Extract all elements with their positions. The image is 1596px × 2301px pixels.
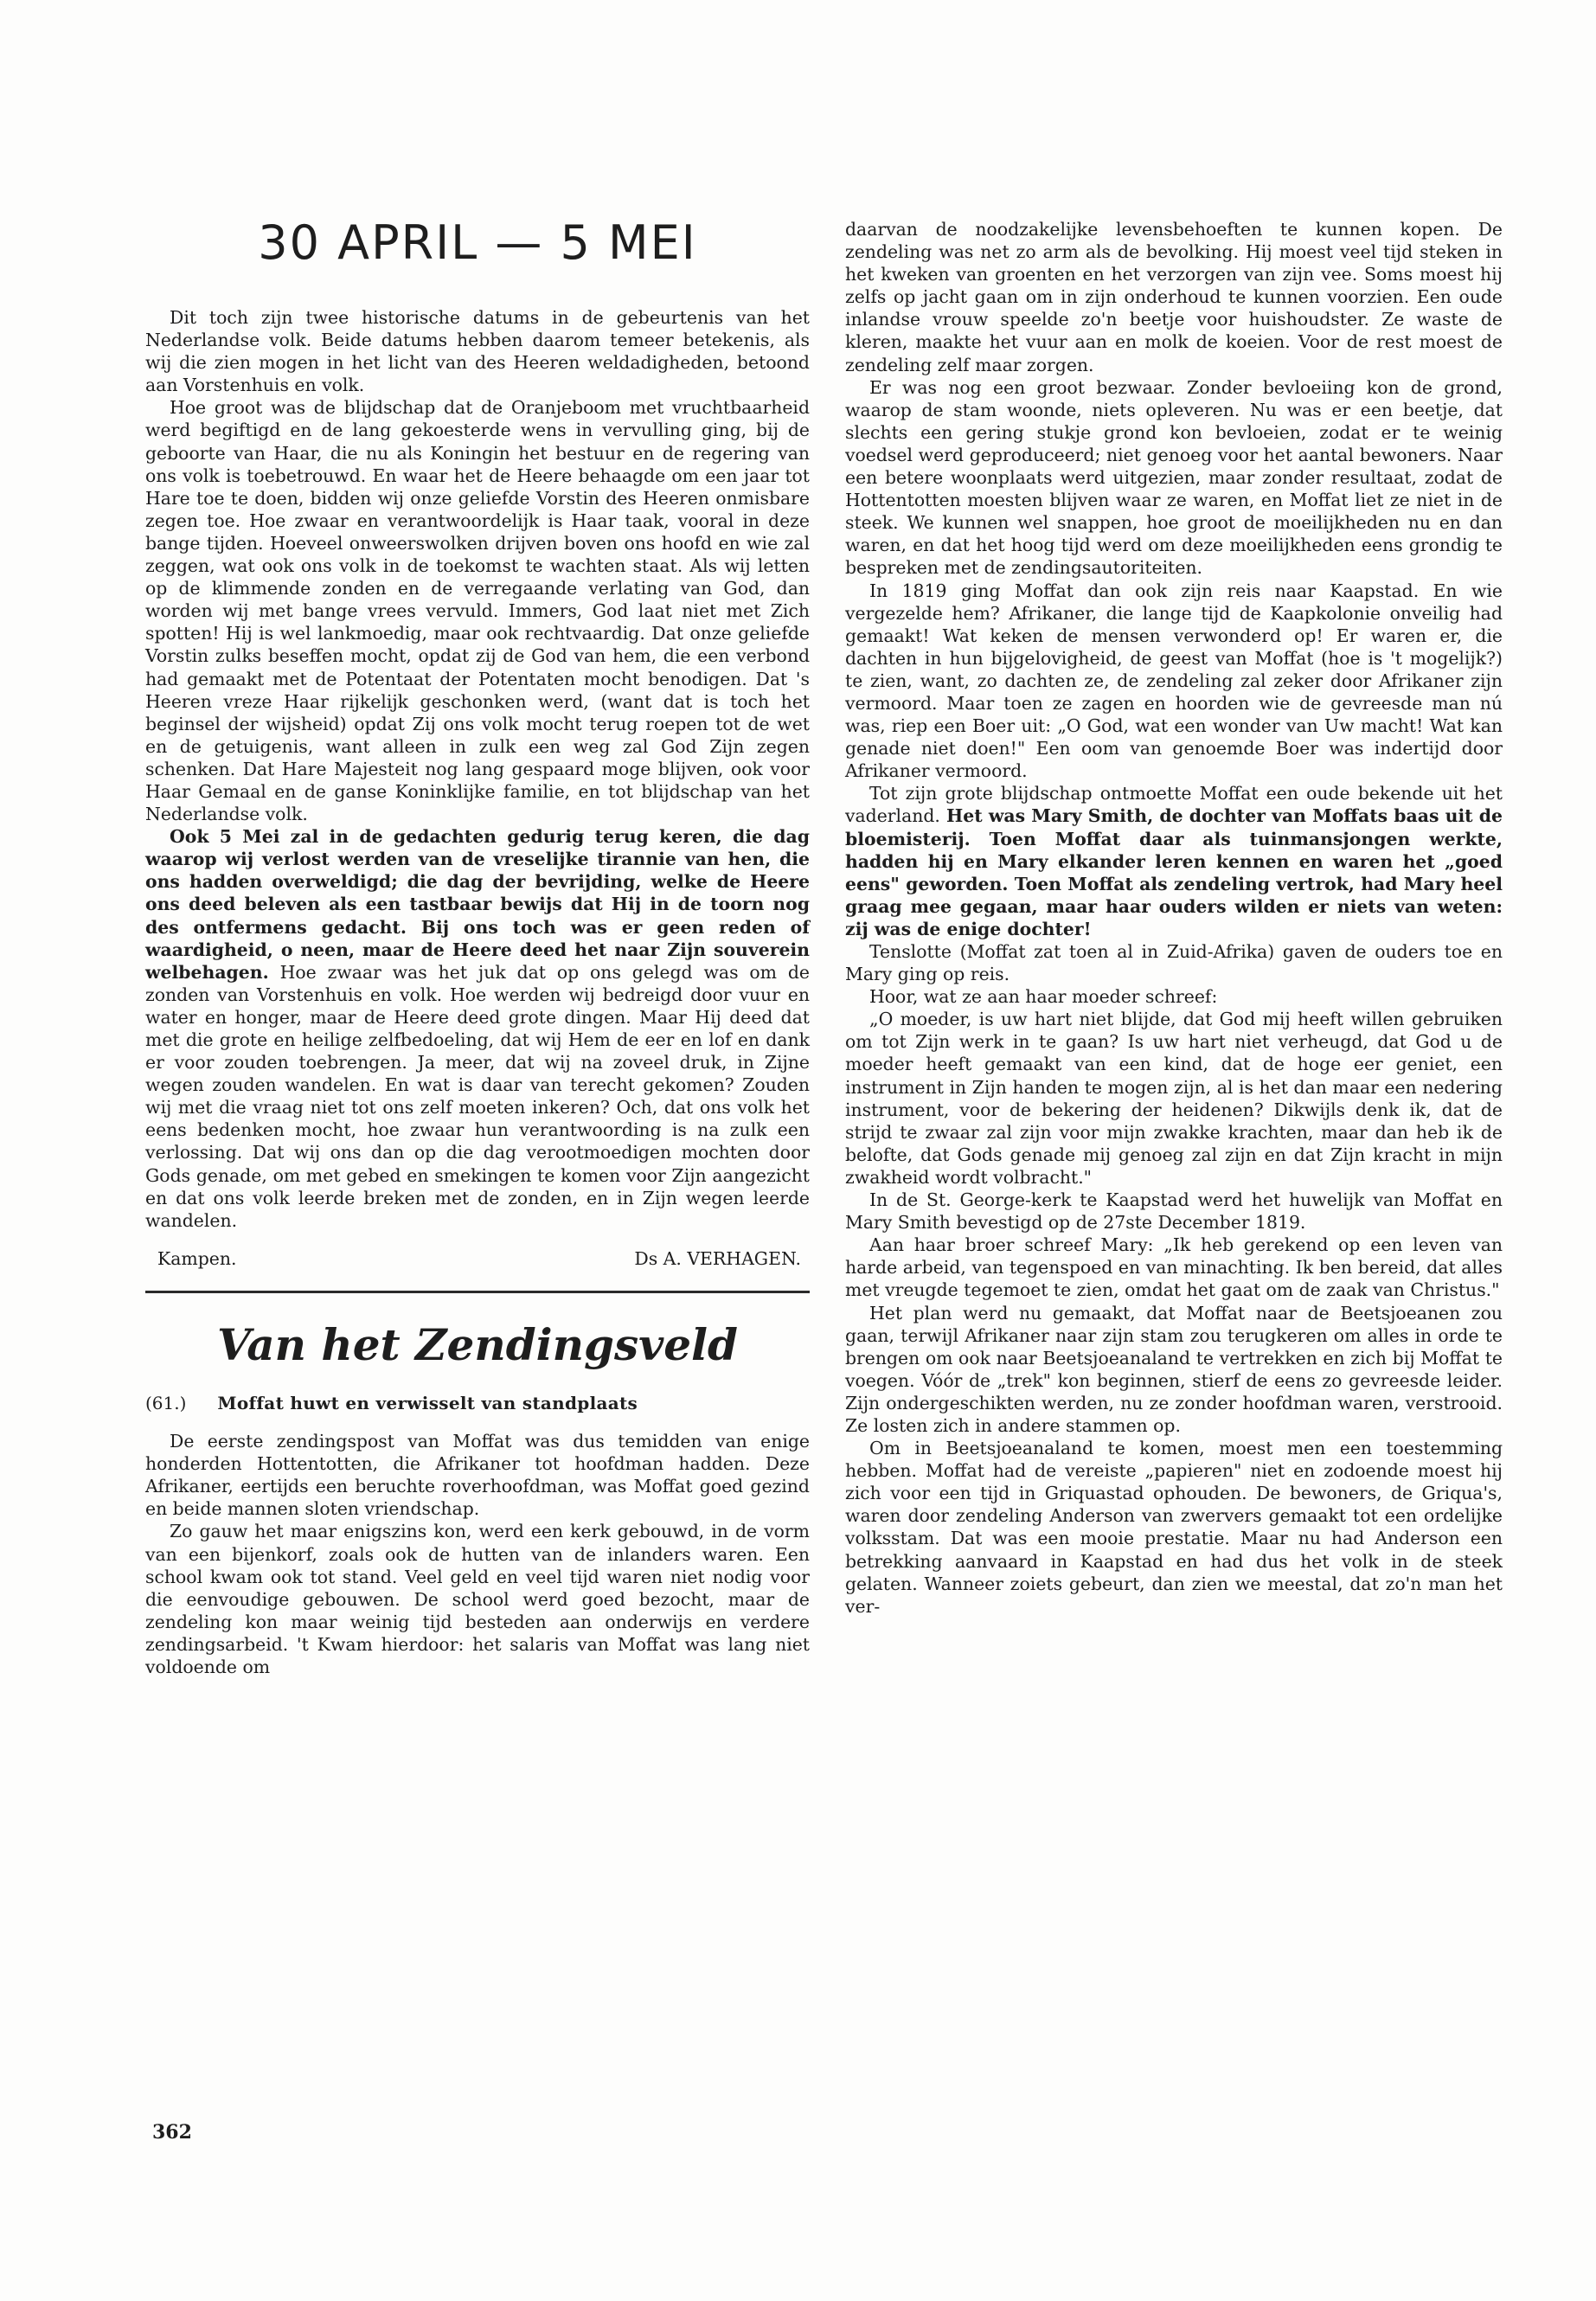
article1-paragraph-3-bold: Ook 5 Mei zal in de gedachten gedurig terug keren, die dag waarop wij verlost werden van de vreselijke tirannie van hen, die ons hadden overweldigd; die dag der bevrijding, welke de Heere ons deed beleven als een tastbaar bewijs dat Hij in de toorn nog des ontfermens gedacht. Bij ons toch was er geen reden of waardigheid, o neen, maar de Heere deed het naar Zijn souverein welbehagen. <box>145 826 810 983</box>
section-divider <box>145 1291 810 1293</box>
article2-paragraph-brother: Aan haar broer schreef Mary: „Ik heb gerekend op een leven van harde arbeid, van tegenspoed en van minachting. Ik ben bereid, dat alles met vreugde tegemoet te zien, omdat het gaat om de zaak van Christus." <box>845 1234 1503 1301</box>
right-column <box>845 218 1503 1618</box>
article2-paragraph-letter: „O moeder, is uw hart niet blijde, dat God mij heeft willen gebruiken om tot Zijn werk in te gaan? Is uw hart niet verheugd, dat God u de moeder heeft gemaakt van een kind, dat de hoge eer geniet, een instrument in Zijn handen te mogen zijn, al is het dan maar een nedering instrument, voor de bekering der heidenen? Dikwijls denk ik, dat de strijd te zwaar zal zijn voor mijn zwakke krachten, maar dan heb ik de belofte, dat Gods genade mij genoeg zal zijn en dat Zijn kracht in mijn zwakheid wordt volbracht." <box>845 1009 1503 1188</box>
article2-paragraph-journey: In 1819 ging Moffat dan ook zijn reis naar Kaapstad. En wie vergezelde hem? Afrikaner, die lange tijd de Kaapkolonie onveilig had gemaakt! Wat keken de mensen verwonderd op! Er waren er, die dachten in hun bijgelovigheid, de geest van Moffat (hoe is 't mogelijk?) te zien, want, zo dachten ze, de zendeling zal zeker door Afrikaner zijn vermoord. Maar toen ze zagen en hoorden wie de gevreesde man nú was, riep een Boer uit: „O God, wat een wonder van Uw macht! Wat kan genade niet doen!" Een oom van genoemde Boer was indertijd door Afrikaner vermoord. <box>845 580 1503 782</box>
article2-subheading <box>145 1392 810 1414</box>
article2-paragraph-2: Zo gauw het maar enigszins kon, werd een kerk gebouwd, in de vorm van een bijenkorf, zoals ook de hutten van de inlanders waren. Een school kwam ook tot stand. Veel geld en veel tijd waren niet nodig voor die eenvoudige gebouwen. De school werd goed bezocht, maar de zendeling kon maar weinig tijd besteden aan onderwijs en verdere zendingsarbeid. 't Kwam hierdoor: het salaris van Moffat was lang niet voldoende om <box>145 1521 810 1677</box>
article2-paragraph-wedding: In de St. George-kerk te Kaapstad werd het huwelijk van Moffat en Mary Smith bevestigd op de 27ste December 1819. <box>845 1189 1503 1234</box>
article2-paragraph-mary-plain: Tot zijn grote blijdschap ontmoette Moffat een oude bekende uit het vaderland. <box>845 783 1503 827</box>
article2-paragraph-mary <box>845 782 1503 940</box>
article2-paragraph-letter-intro: Hoor, wat ze aan haar moeder schreef: <box>869 986 1218 1008</box>
article1-paragraph-1: Dit toch zijn twee historische datums in de gebeurtenis van het Nederlandse volk. Beide datums hebben daarom temeer betekenis, als wij die zien mogen in het licht van des Heeren weldadigheden, betoond aan Vorstenhuis en volk. <box>145 307 810 396</box>
signature-place: Kampen. <box>157 1247 237 1269</box>
article2-number: (61.) <box>145 1392 187 1413</box>
article-title-dates: 30 APRIL — 5 MEI <box>258 215 697 270</box>
article2-paragraph-plan: Het plan werd nu gemaakt, dat Moffat naar de Beetsjoeanen zou gaan, terwijl Afrikaner naar zijn stam zou terugkeren om alles in orde te brengen om ook naar Beetsjoeanaland te vertrekken en zich bij Moffat te voegen. Vóór de „trek" kon beginnen, stierf de eens zo gevreesde leider. Zijn ondergeschikten werden, nu ze zonder hoofdman waren, verstrooid. Ze losten zich in andere stammen op. <box>845 1302 1503 1436</box>
article-title-mission-field: Van het Zendingsveld <box>217 1318 738 1370</box>
signature-line <box>145 1247 810 1270</box>
article2-paragraph-griquastad: Om in Beetsjoeanaland te komen, moest men een toestemming hebben. Moffat had de vereiste „papieren" niet en zodoende moest hij zich voor een tijd in Griquastad ophouden. De bewoners, de Griqua's, waren door zendeling Anderson van zwervers gemaakt tot een ordelijke volksstam. Dat was een mooie prestatie. Maar nu had Anderson een betrekking aanvaard in Kaapstad en had dus het volk in de steek gelaten. Wanneer zoiets gebeurt, dan zien we meestal, dat zo'n man het ver- <box>845 1438 1503 1617</box>
article2-paragraph-irrigation: Er was nog een groot bezwaar. Zonder bevloeiing kon de grond, waarop de stam woonde, niets opleveren. Nu was er een beetje, dat slechts een gering stukje grond kon bevloeien, zodat er te weinig voedsel werd geproduceerd; niet genoeg voor het aantal bewoners. Naar een betere woonplaats werd uitgezien, maar zonder resultaat, zodat de Hottentotten moesten blijven waar ze waren, en Moffat liet ze niet in de steek. We kunnen wel snappen, hoe groot de moeilijkheden nu en dan waren, en dat het hoog tijd werd om deze moeilijkheden eens grondig te bespreken met de zendingsautoriteiten. <box>845 376 1503 579</box>
left-column <box>145 216 810 1678</box>
article2-paragraph-parents: Tenslotte (Moffat zat toen al in Zuid-Afrika) gaven de ouders toe en Mary ging op reis. <box>845 941 1503 985</box>
article1-paragraph-2: Hoe groot was de blijdschap dat de Oranjeboom met vruchtbaarheid werd begiftigd en de lang gekoesterde wens in vervulling ging, bij de geboorte van Haar, die nu als Koningin het bestuur en de regering van ons volk is toebetrouwd. En waar het de Heere behaagde om een jaar tot Hare toe te doen, bidden wij onze geliefde Vorstin des Heeren onmisbare zegen toe. Hoe zwaar en verantwoordelijk is Haar taak, vooral in deze bange tijden. Hoeveel onweerswolken drijven boven ons hoofd en wie zal zeggen, wat ook ons volk in de toekomst te wachten staat. Als wij letten op de klimmende zonden en de verregaande verlating van God, dan worden wij met bange vrees vervuld. Immers, God laat niet met Zich spotten! Hij is wel lankmoedig, maar ook rechtvaardig. Dat onze geliefde Vorstin zulks beseffen mocht, opdat zij de God van hem, die een verbond had gemaakt met de Potentaat der Potentaten mocht benodigen. Dat 's Heeren vreze Haar rijkelijk geschonken werd, (want dat is toch het beginsel der wijsheid) opdat Zij ons volk mocht terug roepen tot de wet en de getuigenis, want alleen in zulk een weg zal God Zijn zegen schenken. Dat Hare Majesteit nog lang gespaard moge blijven, ook voor Haar Gemaal en de ganse Koninklijke familie, en tot blijdschap van het Nederlandse volk. <box>145 397 810 825</box>
article2-subtitle: Moffat huwt en verwisselt van standplaats <box>217 1392 638 1413</box>
article1-paragraph-3-rest: Hoe zwaar was het juk dat op ons gelegd was om de zonden van Vorstenhuis en volk. Hoe werden wij bedreigd door vuur en water en honger, maar de Heere deed grote dingen. Maar Hij deed dat met die grote en heilige zelfbedoeling, dat wij Hem de eer en lof en dank er voor zouden toebrengen. Ja meer, dat wij na zoveel druk, in Zijne wegen zouden wandelen. En wat is daar van terecht gekomen? Zouden wij met die vraag niet tot ons zelf moeten inkeren? Och, dat ons volk het eens bedenken mocht, hoe zwaar hun verantwoording is na zulk een verlossing. Dat wij ons dan op die dag verootmoedigen mochten door Gods genade, om met gebed en smekingen te komen voor Zijn aangezicht en dat ons volk leerde breken met de zonden, en in Zijn wegen leerde wandelen. <box>145 961 810 1231</box>
signature-author: Ds A. VERHAGEN. <box>634 1247 801 1269</box>
article2-paragraph-mary-bold: Het was Mary Smith, de dochter van Moffats baas uit de bloemisterij. Toen Moffat daar als tuinmansjongen werkte, hadden hij en Mary elkander leren kennen en waren het „goed eens" geworden. Toen Moffat als zendeling vertrok, had Mary heel graag mee gegaan, maar haar ouders wilden er niets van weten: zij was de enige dochter! <box>845 805 1503 939</box>
page-number: 362 <box>152 2121 192 2144</box>
article2-continued-paragraph: daarvan de noodzakelijke levensbehoeften te kunnen kopen. De zendeling was net zo arm als de bevolking. Hij moest veel tijd steken in het kweken van groenten en het verzorgen van zijn vee. Soms moest hij zelfs op jacht gaan om in zijn onderhoud te kunnen voorzien. Een oude inlandse vrouw speelde zo'n beetje voor huishoudster. Ze waste de kleren, maakte het vuur aan en molk de koeien. Voor de rest moest de zendeling zelf maar zorgen. <box>845 219 1503 375</box>
article2-paragraph-1: De eerste zendingspost van Moffat was dus temidden van enige honderden Hottentotten, die Afrikaner tot hoofdman hadden. Deze Afrikaner, eertijds een beruchte roverhoofdman, was Moffat goed gezind en beide mannen sloten vriendschap. <box>145 1431 810 1520</box>
article1-paragraph-3 <box>145 825 810 1232</box>
